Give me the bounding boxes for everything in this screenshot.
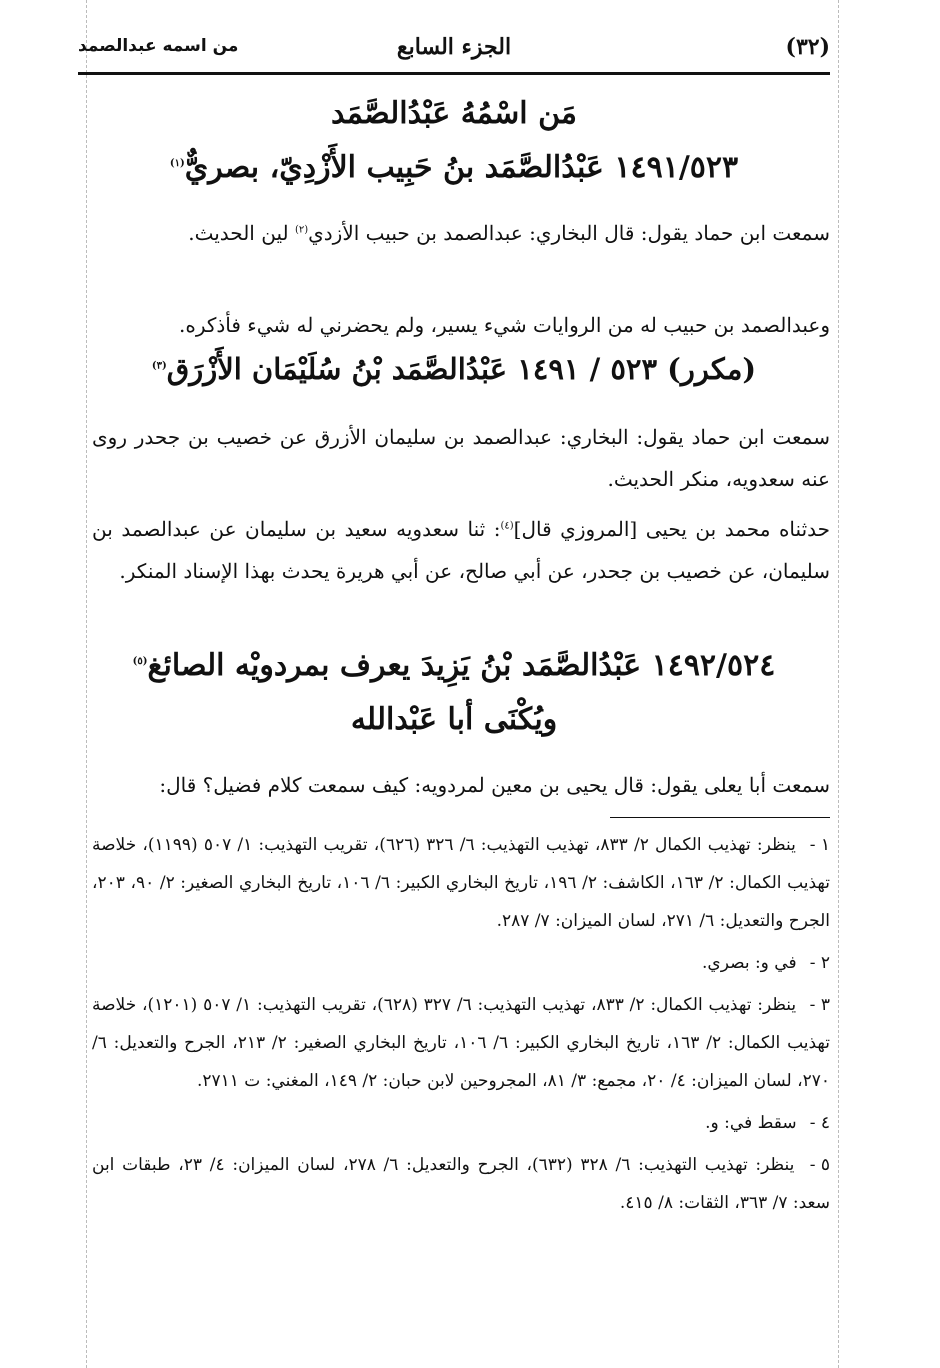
footnote-ref: (٣) xyxy=(151,360,167,372)
footnote-item xyxy=(92,944,830,982)
footnote-text: ينظر: تهذيب الكمال ٢/ ٨٣٣، تهذيب التهذيب: ٦/ ٣٢٦ (٦٢٦)، تقريب التهذيب: ١/ ٥٠٧ (١١٩٩)، خلاصة تهذيب الكمال: ٢/ ١٦٣، الكاشف: ٢/ ١٩٦، تاريخ البخاري الكبير: ٦/ ١٠٦، تاريخ البخاري الصغير: ٢/ ٩٠، ٢٠٣، الجرح والتعديل: ٦/ ٢٧١، لسان الميزان: ٧/ ٢٨٧. xyxy=(92,835,830,931)
entry-heading-text: (مكرر) ٥٢٣ / ١٤٩١ عَبْدُالصَّمَد بْنُ سُلَيْمَان الأَزْرَق xyxy=(166,352,757,386)
page-number: (٣٢) xyxy=(785,34,830,60)
footnote-rule xyxy=(610,817,830,818)
footnote-item xyxy=(92,986,830,1100)
margin-guide-left xyxy=(86,0,87,1368)
footnote-item xyxy=(92,1146,830,1222)
footnote-number: ٢ - xyxy=(809,953,830,973)
footnote-item xyxy=(92,1104,830,1142)
body-paragraph: وعبدالصمد بن حبيب له من الروايات شيء يسير، ولم يحضرني له شيء فأذكره. xyxy=(179,313,830,337)
footnote-item xyxy=(92,826,830,940)
section-heading: مَن اسْمُهُ عَبْدُالصَّمَد xyxy=(331,96,577,131)
body-paragraph: حدثناه محمد بن يحيى [المروزي قال]$^{(٤)}$: ثنا سعدويه سعيد بن سليمان عن عبدالصمد بن سليمان، عن خصيب بن جحدر، عن أبي صالح، عن أبي هريرة يحدث بهذا الإسناد المنكر. xyxy=(92,517,830,583)
footnotes xyxy=(92,826,830,1226)
footnote-text: ينظر: تهذيب الكمال: ٢/ ٨٣٣، تهذيب التهذيب: ٦/ ٣٢٧ (٦٢٨)، تقريب التهذيب: ١/ ٥٠٧ (١٢٠١)، خلاصة تهذيب الكمال: ٢/ ١٦٣، تاريخ البخاري الكبير: ٦/ ١٠٦، تاريخ البخاري الصغير: ٢/ ٢١٣، الجرح والتعديل: ٦/ ٢٧٠، لسان الميزان: ٤/ ٢٠، مجمع: ٣/ ٨١، المجروحين لابن حبان: ٢/ ١٤٩، المغني: ت ٢٧١١. xyxy=(92,995,830,1091)
entry-heading xyxy=(78,648,830,683)
footnote-ref: (٥) xyxy=(132,656,148,667)
footnote-text: ينظر: تهذيب التهذيب: ٦/ ٣٢٨ (٦٣٢)، الجرح والتعديل: ٦/ ٢٧٨، لسان الميزان: ٤/ ٢٣، طبقات ابن سعد: ٧/ ٣٦٣، الثقات: ٨/ ٤١٥. xyxy=(92,1155,830,1213)
footnote-text: سقط في: و. xyxy=(705,1113,797,1133)
running-title: الجزء السابع xyxy=(396,34,512,60)
footnote-ref: (٤) xyxy=(500,520,514,532)
entry-heading xyxy=(78,150,830,185)
body-paragraph: سمعت أبا يعلى يقول: قال يحيى بن معين لمردويه: كيف سمعت كلام فضيل؟ قال: xyxy=(159,773,830,797)
section-label: من اسمه عبدالصمد xyxy=(78,36,239,56)
header-rule xyxy=(78,72,830,75)
margin-guide-right xyxy=(838,0,839,1368)
footnote-ref: (٢) xyxy=(294,224,309,236)
entry-heading-text: ١٤٩٢/٥٢٤ عَبْدُالصَّمَد بْنُ يَزِيدَ يعرف بمردويْه الصائغ xyxy=(147,648,776,683)
entry-heading-text: ١٤٩١/٥٢٣ عَبْدُالصَّمَد بنُ حَبِيب الأَزْدِيّ، بصريٌّ xyxy=(184,150,739,185)
footnote-number: ١ - xyxy=(809,835,830,855)
footnote-number: ٥ - xyxy=(809,1155,831,1175)
page-header xyxy=(78,34,830,68)
footnote-number: ٤ - xyxy=(809,1113,830,1133)
footnote-text: في و: بصري. xyxy=(701,953,797,973)
body-paragraph: سمعت ابن حماد يقول: قال البخاري: عبدالصمد بن حبيب الأزدي$^{(٢)}$ لين الحديث. xyxy=(188,221,830,245)
entry-heading xyxy=(78,352,830,386)
footnote-ref: (١) xyxy=(169,158,185,169)
entry-heading-line2: ويُكْنَى أبا عَبْدالله xyxy=(350,702,558,737)
body-paragraph: سمعت ابن حماد يقول: البخاري: عبدالصمد بن سليمان الأزرق عن خصيب بن جحدر روى عنه سعدويه، منكر الحديث. xyxy=(92,425,830,491)
footnote-number: ٣ - xyxy=(809,995,830,1015)
